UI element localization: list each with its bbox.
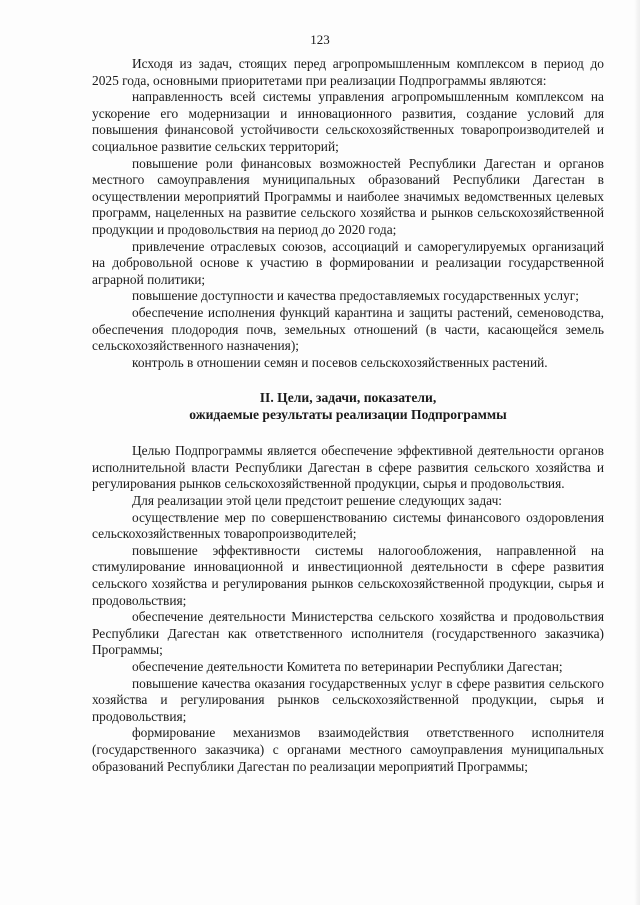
document-body: [92, 56, 604, 775]
paragraph: повышение роли финансовых возможностей Республики Дагестан и органов местного самоуправления муниципальных образований Республики Дагестан в осуществлении мероприятий Программы и наиболее значимых ведомственных целевых программ, нацеленных на развитие сельского хозяйства и рынков сельскохозяйственной продукции и продовольствия на период до 2020 года;: [92, 155, 604, 237]
paragraph: обеспечение деятельности Министерства сельского хозяйства и продовольствия Республики Дагестан как ответственного исполнителя (государственного заказчика) Программы;: [92, 609, 604, 658]
page-edge-shadow: [634, 0, 640, 905]
paragraph: контроль в отношении семян и посевов сельскохозяйственных растений.: [132, 354, 548, 370]
page-number: 123: [310, 32, 330, 47]
paragraph: обеспечение деятельности Комитета по ветеринарии Республики Дагестан;: [132, 659, 563, 674]
paragraph: повышение качества оказания государственных услуг в сфере развития сельского хозяйства и регулирования рынков сельскохозяйственной продукции, сырья и продовольствия;: [92, 675, 604, 724]
paragraph: обеспечение исполнения функций карантина и защиты растений, семеноводства, обеспечения плодородия почв, земельных отношений (в части, касающейся земель сельскохозяйственного назначения);: [92, 304, 604, 354]
paragraph: формирование механизмов взаимодействия ответственного исполнителя (государственного заказчика) с органами местного самоуправления муниципальных образований Республики Дагестан по реализации мероприятий Программы;: [92, 725, 604, 774]
paragraph: привлечение отраслевых союзов, ассоциаций и саморегулируемых организаций на добровольной основе к участию в формировании и реализации государственной аграрной политики;: [92, 238, 604, 287]
section-heading-line: II. Цели, задачи, показатели,: [259, 390, 437, 406]
paragraph: повышение эффективности системы налогообложения, направленной на стимулирование инновационной и инвестиционной деятельности в сфере развития сельского хозяйства и регулирования рынков сельскохозяйственной продукции, сырья и продовольствия;: [92, 542, 604, 608]
paragraph: повышение доступности и качества предоставляемых государственных услуг;: [132, 288, 580, 304]
paragraph: Исходя из задач, стоящих перед агропромышленным комплексом в период до 2025 года, основными приоритетами при реализации Подпрограммы являются:: [92, 56, 604, 88]
section-heading: [92, 389, 604, 423]
section-heading-line: ожидаемые результаты реализации Подпрограммы: [189, 407, 507, 423]
paragraph: осуществление мер по совершенствованию системы финансового оздоровления сельскохозяйственных товаропроизводителей;: [92, 509, 604, 542]
paragraph: Целью Подпрограммы является обеспечение эффективной деятельности органов исполнительной власти Республики Дагестан в сфере развития сельского хозяйства и регулирования рынков сельскохозяйственной продукции, сырья и продовольствия.: [92, 443, 604, 492]
paragraph: направленность всей системы управления агропромышленным комплексом на ускорение его модернизации и инновационного развития, создание условий для повышения финансовой устойчивости сельскохозяйственных товаропроизводителей и социальное развитие сельских территорий;: [92, 89, 604, 154]
paragraph: Для реализации этой цели предстоит решение следующих задач:: [132, 493, 503, 509]
